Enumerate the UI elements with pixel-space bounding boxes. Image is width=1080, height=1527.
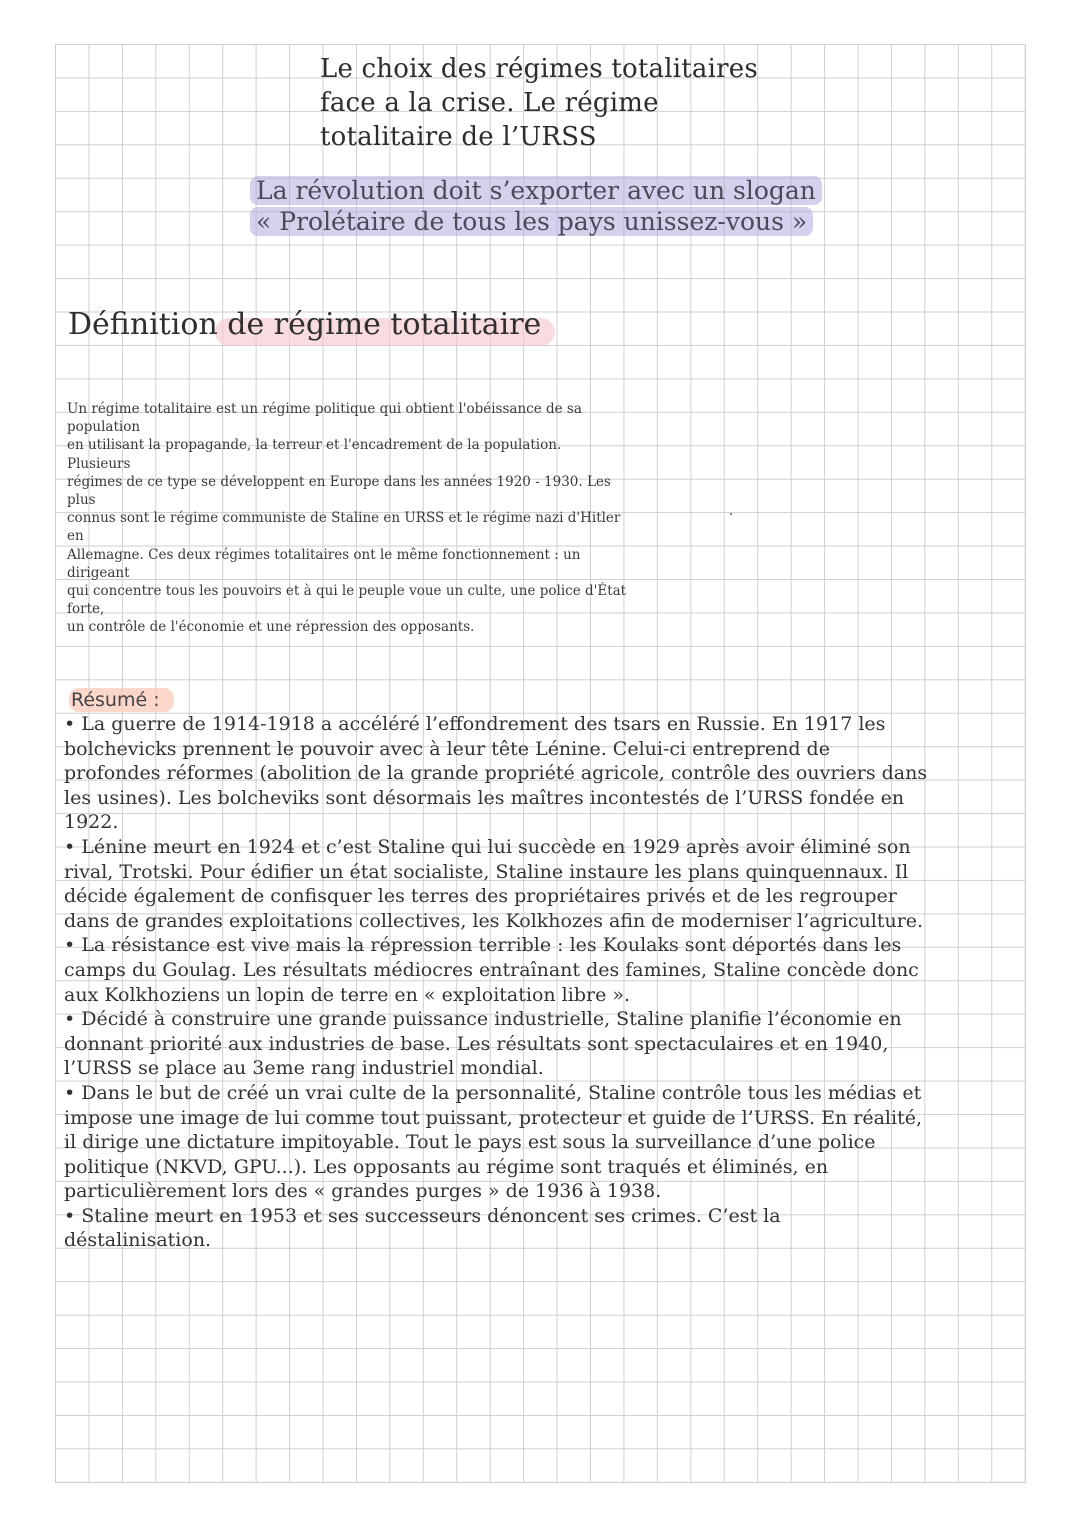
resume-label: Résumé :: [69, 688, 174, 712]
resume-paragraph: • La résistance est vive mais la répression terrible : les Koulaks sont déportés dans les camps du Goulag. Les résultats médiocres entraînant des famines, Staline concède donc aux Kolkhoziens un lopin de terre en « exploitation libre ».: [64, 934, 919, 1006]
slogan-line-2: « Prolétaire de tous les pays unissez-vous »: [250, 207, 813, 236]
resume-paragraph: • La guerre de 1914-1918 a accéléré l’effondrement des tsars en Russie. En 1917 les bolchevicks prennent le pouvoir avec à leur tête Lénine. Celui-ci entreprend de profondes réformes (abolition de la grande propriété agricole, contrôle des ouvriers dans les usines). Les bolcheviks sont désormais les maîtres incontestés de l’URSS fondée en 1922.: [64, 713, 928, 834]
definition-line: Allemagne. Ces deux régimes totalitaires ont le même fonctionnement : un: [67, 546, 581, 563]
definition-line: population: [67, 419, 141, 436]
resume-text: [64, 712, 984, 1253]
definition-line: Un régime totalitaire est un régime politique qui obtient l'obéissance de sa: [67, 401, 582, 417]
definition-line: en: [67, 528, 84, 545]
definition-line: plus: [67, 492, 96, 509]
resume-paragraph: • Staline meurt en 1953 et ses successeurs dénoncent ses crimes. C’est la déstalinisation.: [64, 1204, 781, 1252]
definition-line: dirigeant: [67, 564, 130, 581]
definition-heading: Définition de régime totalitaire: [68, 307, 542, 342]
resume-paragraph: • Dans le but de créé un vrai culte de la personnalité, Staline contrôle tous les médias et impose une image de lui comme tout puissant, protecteur et guide de l’URSS. En réalité, il dirige une dictature impitoyable. Tout le pays est sous la surveillance d’une police politique (NKVD, GPU...). Les opposants au régime sont traqués et éliminés, en particulièrement lors des « grandes purges » de 1936 à 1938.: [64, 1081, 923, 1203]
definition-line: en utilisant la propagande, la terreur et l'encadrement de la population.: [67, 437, 562, 454]
page-title: Le choix des régimes totalitaires face a la crise. Le régime totalitaire de l’URSS: [320, 54, 758, 152]
definition-line: connus sont le régime communiste de Staline en URSS et le régime nazi d'Hitler: [67, 510, 621, 527]
definition-line: forte,: [67, 601, 105, 618]
stray-dot: [730, 513, 732, 515]
slogan-line-1: La révolution doit s’exporter avec un slogan: [250, 176, 822, 205]
definition-line: Plusieurs: [67, 455, 131, 472]
slogan-block: [250, 175, 870, 237]
resume-paragraph: • Lénine meurt en 1924 et c’est Staline qui lui succède en 1929 après avoir éliminé son rival, Trotski. Pour édifier un état socialiste, Staline instaure les plans quinquennaux. Il décide également de confisquer les terres des propriétaires privés et de les regrouper dans de grandes exploitations collectives, les Kolkhozes afin de moderniser l’agriculture.: [64, 835, 924, 932]
definition-line: régimes de ce type se développent en Europe dans les années 1920 - 1930. Les: [67, 473, 611, 490]
definition-line: un contrôle de l'économie et une répression des opposants.: [67, 619, 475, 636]
definition-line: qui concentre tous les pouvoirs et à qui le peuple voue un culte, une police d'État: [67, 583, 627, 600]
resume-paragraph: • Décidé à construire une grande puissance industrielle, Staline planifie l’économie en donnant priorité aux industries de base. Les résultats sont spectaculaires et en 1940, l’URSS se place au 3eme rang industriel mondial.: [64, 1008, 902, 1080]
definition-text: [67, 400, 687, 637]
